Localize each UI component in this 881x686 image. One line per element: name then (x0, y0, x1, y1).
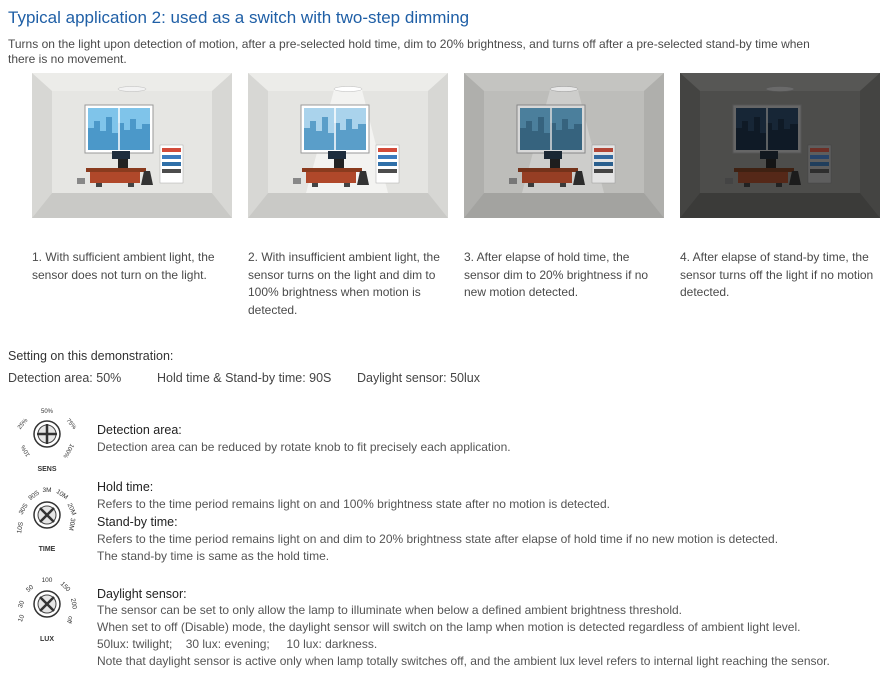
standby-time-line2: The stand-by time is same as the hold time. (97, 549, 330, 563)
room-illustration (464, 73, 664, 218)
lux-knob-icon (14, 574, 80, 632)
room-illustration (680, 73, 880, 218)
scene-2-caption: 2. With insufficient ambient light, the sensor turns on the light and dim to 100% brightness when motion is detected. (248, 250, 440, 317)
daylight-sensor-line2: When set to off (Disable) mode, the daylight sensor will switch on the lamp when motion is detected regardless of ambient light level. (97, 620, 801, 634)
time-tick: 30S (17, 502, 30, 517)
time-tick: 20M (65, 502, 78, 517)
hold-time-heading: Hold time: (97, 480, 154, 494)
lux-tick: 150 (58, 580, 72, 594)
hold-time-text: Refers to the time period remains light on and 100% brightness state after no motion is detected. (97, 497, 610, 511)
sens-label: SENS (37, 466, 57, 473)
time-tick: 3M (42, 487, 52, 494)
scene-1-ambient-light (32, 73, 232, 218)
sens-knob (14, 404, 80, 473)
setting-detection: Detection area: 50% (8, 371, 122, 385)
time-knob-icon (14, 484, 80, 542)
scene-3-caption: 3. After elapse of hold time, the sensor dim to 20% brightness if no new motion detected. (464, 250, 649, 299)
time-tick: 10S (16, 521, 25, 535)
sens-tick: 25% (17, 417, 30, 431)
lux-knob (14, 574, 80, 643)
lux-label: LUX (40, 636, 54, 643)
time-knob (14, 484, 80, 553)
time-label: TIME (38, 546, 56, 553)
sens-tick: 100% (61, 442, 75, 459)
scene-4-light-off (680, 73, 880, 218)
detection-area-heading: Detection area: (97, 423, 182, 437)
scene-3-dimmed (464, 73, 664, 218)
scene-1-caption: 1. With sufficient ambient light, the sensor does not turn on the light. (32, 250, 215, 282)
lux-tick: 200 (69, 597, 78, 610)
page-title: Typical application 2: used as a switch with two-step dimming (8, 8, 470, 27)
time-tick: 10M (54, 488, 70, 502)
lux-tick: off (64, 614, 74, 625)
setting-heading: Setting on this demonstration: (8, 349, 174, 363)
daylight-sensor-line1: The sensor can be set to only allow the lamp to illuminate when below a defined ambient brightness threshold. (97, 603, 683, 617)
intro-text: Turns on the light upon detection of motion, after a pre-selected hold time, dim to 20% brightness, and turns off after a pre-selected stand-by time when there is no movement. (8, 37, 810, 66)
daylight-sensor-heading: Daylight sensor: (97, 587, 187, 601)
setting-hold: Hold time & Stand-by time: 90S (157, 371, 332, 385)
sens-tick: 75% (64, 417, 77, 431)
setting-daylight: Daylight sensor: 50lux (357, 371, 480, 385)
room-illustration (32, 73, 232, 218)
sens-knob-icon (14, 404, 80, 462)
sens-tick: 50% (40, 409, 54, 415)
lux-tick: 50 (25, 583, 36, 594)
daylight-sensor-line3: 50lux: twilight; 30 lux: evening; 10 lux: darkness. (97, 637, 378, 651)
room-illustration (248, 73, 448, 218)
lux-tick: 30 (17, 599, 27, 610)
lux-tick: 10 (17, 613, 27, 624)
scene-4-caption: 4. After elapse of stand-by time, the sensor turns off the light if no motion detected. (680, 250, 874, 299)
time-tick: 90S (27, 489, 41, 502)
standby-time-heading: Stand-by time: (97, 515, 178, 529)
standby-time-line1: Refers to the time period remains light on and dim to 20% brightness state after elapse of hold time if no new motion is detected. (97, 532, 779, 546)
time-tick: 30M (66, 517, 77, 532)
scene-2-light-on (248, 73, 448, 218)
sens-tick: 10% (20, 443, 32, 458)
daylight-sensor-line4: Note that daylight sensor is active only when lamp totally switches off, and the ambient lux level refers to internal light reaching the sensor. (97, 654, 830, 668)
detection-area-text: Detection area can be reduced by rotate knob to fit precisely each application. (97, 440, 511, 454)
lux-tick: 100 (41, 577, 53, 584)
